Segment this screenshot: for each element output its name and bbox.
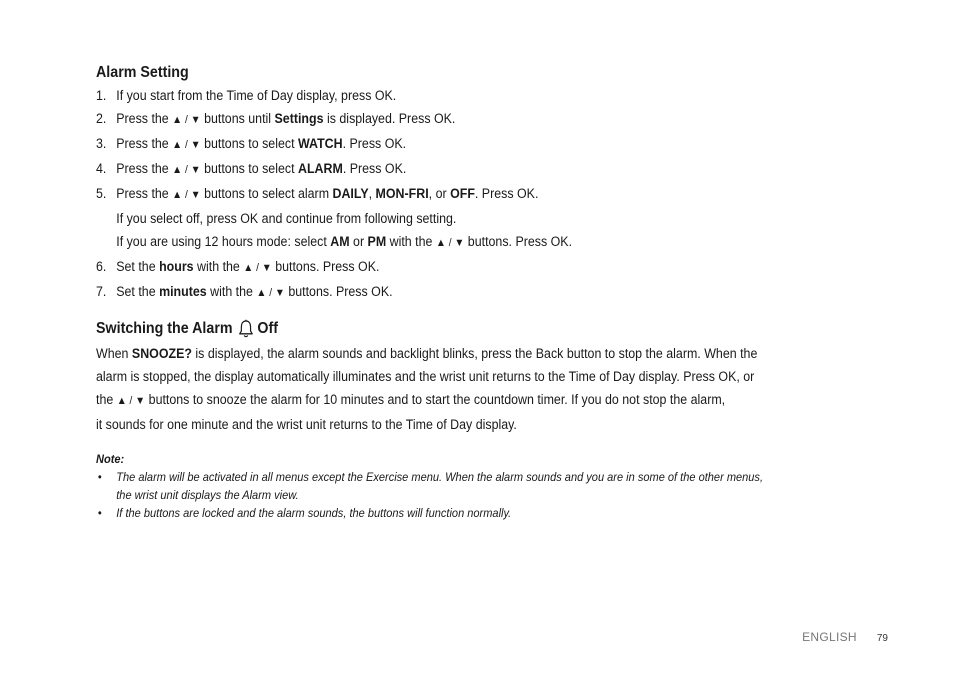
text-run: . Press OK. — [342, 136, 407, 151]
text-run: , or — [428, 186, 451, 201]
step-number: 6. — [96, 259, 107, 274]
step-number: 5. — [96, 186, 107, 201]
text-run: When — [96, 346, 132, 361]
text-run: . Press OK. — [474, 186, 539, 201]
bold-term: SNOOZE? — [131, 346, 192, 361]
text-run: If you are using 12 hours mode: select — [116, 234, 331, 249]
step-item — [96, 84, 814, 107]
switching-alarm-paragraph — [96, 342, 814, 436]
step-item — [96, 255, 814, 280]
note-line: If the buttons are locked and the alarm sounds, the buttons will function normally. — [116, 506, 512, 520]
text-run: buttons to select — [200, 161, 298, 176]
alarm-setting-heading: Alarm Setting — [96, 64, 189, 81]
note-bullet — [96, 468, 814, 504]
bullet-icon: • — [97, 506, 102, 520]
text-run: or — [349, 234, 368, 249]
up-down-arrows-icon: ▲ / ▼ — [172, 164, 201, 176]
text-run: the — [96, 392, 117, 407]
text-run: is displayed, the alarm sounds and backlight blinks, press the Back button to stop the alarm. When the — [191, 346, 758, 361]
step-text — [116, 284, 392, 299]
switching-heading-off: Off — [257, 320, 278, 337]
bold-term: ALARM — [297, 161, 343, 176]
bold-term: DAILY — [332, 186, 369, 201]
text-run: , — [368, 186, 376, 201]
note-line: The alarm will be activated in all menus except the Exercise menu. When the alarm sounds and you are in some of the other menus, — [116, 470, 764, 484]
step-item — [96, 182, 814, 255]
page-content — [96, 62, 814, 522]
note-section — [96, 450, 814, 522]
text-run: Press the — [116, 161, 173, 176]
bold-term: AM — [330, 234, 350, 249]
up-down-arrows-icon: ▲ / ▼ — [172, 189, 201, 201]
step-text — [116, 161, 406, 176]
text-run: alarm is stopped, the display automatically illuminates and the wrist unit returns to the Time of Day display. Press OK, or — [96, 369, 755, 384]
text-run: with the — [193, 259, 244, 274]
text-run: buttons until — [200, 111, 275, 126]
note-bullet — [96, 504, 814, 522]
paragraph-line — [96, 342, 814, 365]
note-title: Note: — [96, 452, 125, 466]
text-run: If you start from the Time of Day display, press OK. — [116, 88, 397, 103]
bold-term: minutes — [159, 284, 207, 299]
text-run: with the — [386, 234, 436, 249]
up-down-arrows-icon: ▲ / ▼ — [256, 287, 285, 299]
step-number: 4. — [96, 161, 107, 176]
up-down-arrows-icon: ▲ / ▼ — [172, 114, 201, 126]
paragraph-line — [96, 413, 814, 436]
text-run: Press the — [116, 186, 173, 201]
step-number: 2. — [96, 111, 107, 126]
up-down-arrows-icon: ▲ / ▼ — [116, 395, 146, 407]
note-list — [96, 468, 814, 522]
text-run: buttons to snooze the alarm for 10 minutes and to start the countdown timer. If you do not stop the alarm, — [145, 392, 726, 407]
text-run: it sounds for one minute and the wrist unit returns to the Time of Day display. — [96, 417, 517, 432]
text-run: If you select off, press OK and continue from following setting. — [116, 211, 457, 226]
step-number: 7. — [96, 284, 107, 299]
text-run: buttons. Press OK. — [284, 284, 393, 299]
step-text — [116, 111, 455, 126]
switching-alarm-section — [96, 318, 814, 436]
text-run: Press the — [116, 136, 173, 151]
footer-language: ENGLISH — [802, 630, 857, 644]
page-footer — [802, 630, 888, 644]
paragraph-line — [96, 388, 814, 413]
switching-heading-text: Switching the Alarm — [96, 320, 233, 337]
text-run: buttons. Press OK. — [464, 234, 573, 249]
alarm-setting-section — [96, 62, 814, 305]
bold-term: OFF — [450, 186, 475, 201]
bold-term: PM — [367, 234, 387, 249]
bold-term: MON-FRI — [375, 186, 429, 201]
bold-term: Settings — [274, 111, 324, 126]
text-run: buttons to select — [200, 136, 298, 151]
step-subline — [116, 230, 813, 255]
step-number: 3. — [96, 136, 107, 151]
step-item — [96, 157, 814, 182]
text-run: buttons. Press OK. — [271, 259, 380, 274]
alarm-setting-steps — [96, 84, 814, 305]
text-run: Set the — [116, 284, 160, 299]
text-run: with the — [206, 284, 257, 299]
bold-term: WATCH — [297, 136, 343, 151]
step-text — [116, 186, 538, 201]
text-run: Set the — [116, 259, 160, 274]
bell-icon — [238, 319, 255, 339]
paragraph-line — [96, 365, 814, 388]
text-run: . Press OK. — [342, 161, 407, 176]
step-text — [116, 136, 406, 151]
step-item — [96, 132, 814, 157]
step-text — [116, 88, 396, 103]
text-run: is displayed. Press OK. — [323, 111, 456, 126]
step-number: 1. — [96, 88, 107, 103]
switching-alarm-heading — [96, 318, 814, 340]
bold-term: hours — [159, 259, 194, 274]
step-item — [96, 107, 814, 132]
note-line: the wrist unit displays the Alarm view. — [116, 488, 299, 502]
bullet-icon: • — [97, 470, 102, 484]
text-run: Press the — [116, 111, 173, 126]
up-down-arrows-icon: ▲ / ▼ — [172, 139, 201, 151]
page-number: 79 — [876, 633, 888, 644]
step-text — [116, 259, 379, 274]
up-down-arrows-icon: ▲ / ▼ — [435, 237, 465, 249]
step-subline — [116, 207, 813, 230]
text-run: buttons to select alarm — [200, 186, 333, 201]
up-down-arrows-icon: ▲ / ▼ — [243, 262, 272, 274]
step-item — [96, 280, 814, 305]
